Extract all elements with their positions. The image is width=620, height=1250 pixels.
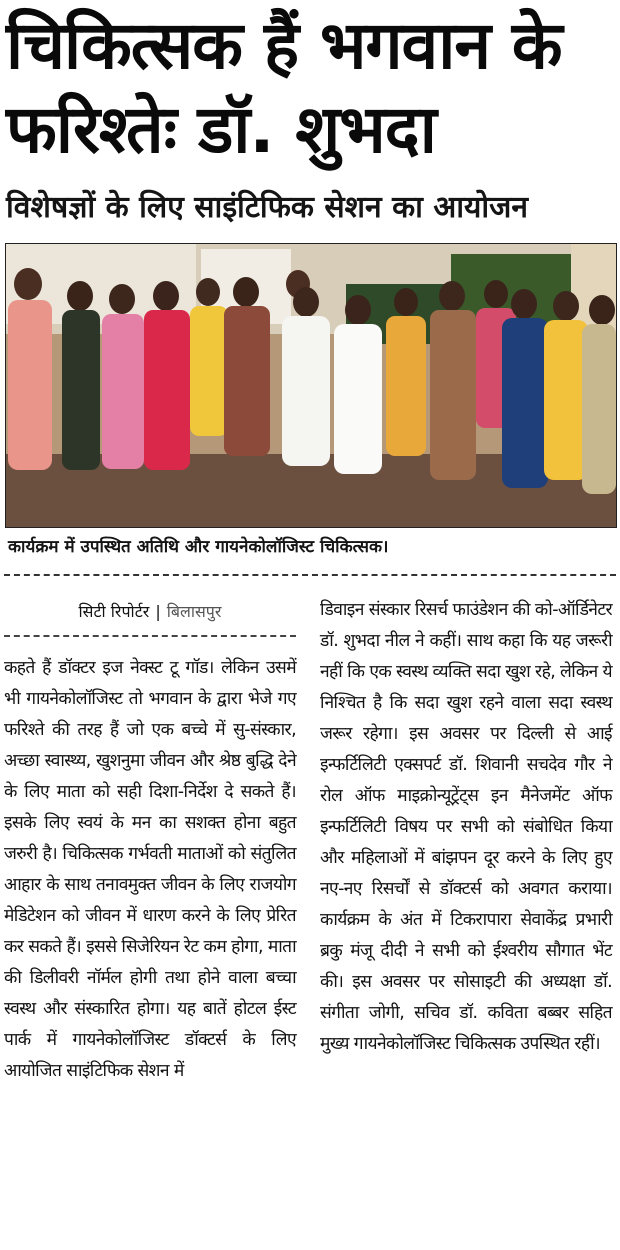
article-column-left bbox=[4, 595, 296, 1087]
byline-separator: | bbox=[155, 602, 161, 621]
byline bbox=[4, 595, 296, 631]
article-headline: चिकित्सक हैं भगवान के फरिश्तेः डॉ. शुभदा bbox=[6, 7, 562, 168]
photo-caption: कार्यक्रम में उपस्थित अतिथि और गायनेकोलॉजिस्ट चिकित्सक। bbox=[8, 537, 389, 557]
news-photo bbox=[5, 243, 617, 528]
article-subheadline: विशेषज्ञों के लिए साइंटिफिक सेशन का आयोजन bbox=[6, 190, 529, 225]
group-photo-illustration bbox=[6, 244, 616, 527]
byline-city: बिलासपुर bbox=[166, 602, 222, 621]
article-body-left: कहते हैं डॉक्टर इज नेक्स्ट टू गॉड। लेकिन उसमें भी गायनेकोलॉजिस्ट तो भगवान के द्वारा भेजे गए फरिश्ते की तरह हैं जो एक बच्चे में सु-संस्कार, अच्छा स्वास्थ्य, खुशनुमा जीवन और श्रेष्ठ बुद्धि देने के लिए माता को सही दिशा-निर्देश दे सकते हैं। इसके लिए स्वयं के मन का सशक्त होना बहुत जरुरी है। चिकित्सक गर्भवती माताओं को संतुलित आहार के साथ तनावमुक्त जीवन के लिए राजयोग मेडिटेशन को जीवन में धारण करने के लिए प्रेरित कर सकते हैं। इससे सिजेरियन रेट कम होगा, माता की डिलीवरी नॉर्मल होगी तथा होने वाला बच्चा स्वस्थ और संस्कारित होगा। यह बातें होटल ईस्ट पार्क में गायनेकोलॉजिस्ट डॉक्टर्स के लिए आयोजित साइंटिफिक सेशन में bbox=[4, 658, 296, 1081]
byline-reporter: सिटी रिपोर्टर bbox=[78, 602, 150, 621]
article-column-right bbox=[320, 595, 612, 1060]
section-divider bbox=[4, 574, 616, 576]
byline-divider bbox=[4, 635, 296, 637]
article-body-right: डिवाइन संस्कार रिसर्च फाउंडेशन की को-ऑर्डिनेटर डॉ. शुभदा नील ने कहीं। साथ कहा कि यह जरूरी नहीं कि एक स्वस्थ व्यक्ति सदा खुश रहे, लेकिन ये निश्चित है कि सदा खुश रहने वाला सदा स्वस्थ जरूर रहेगा। इस अवसर पर दिल्ली से आई इन्फर्टिलिटी एक्सपर्ट डॉ. शिवानी सचदेव गौर ने रोल ऑफ माइक्रोन्यूट्रेंट्स इन मैनेजमेंट ऑफ इन्फर्टिलिटी विषय पर सभी को संबोधित किया और महिलाओं में बांझपन दूर करने के लिए हुए नए-नए रिसर्चों से डॉक्टर्स को अवगत कराया। कार्यक्रम के अंत में टिकरापारा सेवाकेंद्र प्रभारी ब्रकु मंजू दीदी ने सभी को ईश्वरीय सौगात भेंट की। इस अवसर पर सोसाइटी की अध्यक्षा डॉ. संगीता जोगी, सचिव डॉ. कविता बब्बर सहित मुख्य गायनेकोलॉजिस्ट चिकित्सक उपस्थित रहीं। bbox=[320, 600, 612, 1054]
